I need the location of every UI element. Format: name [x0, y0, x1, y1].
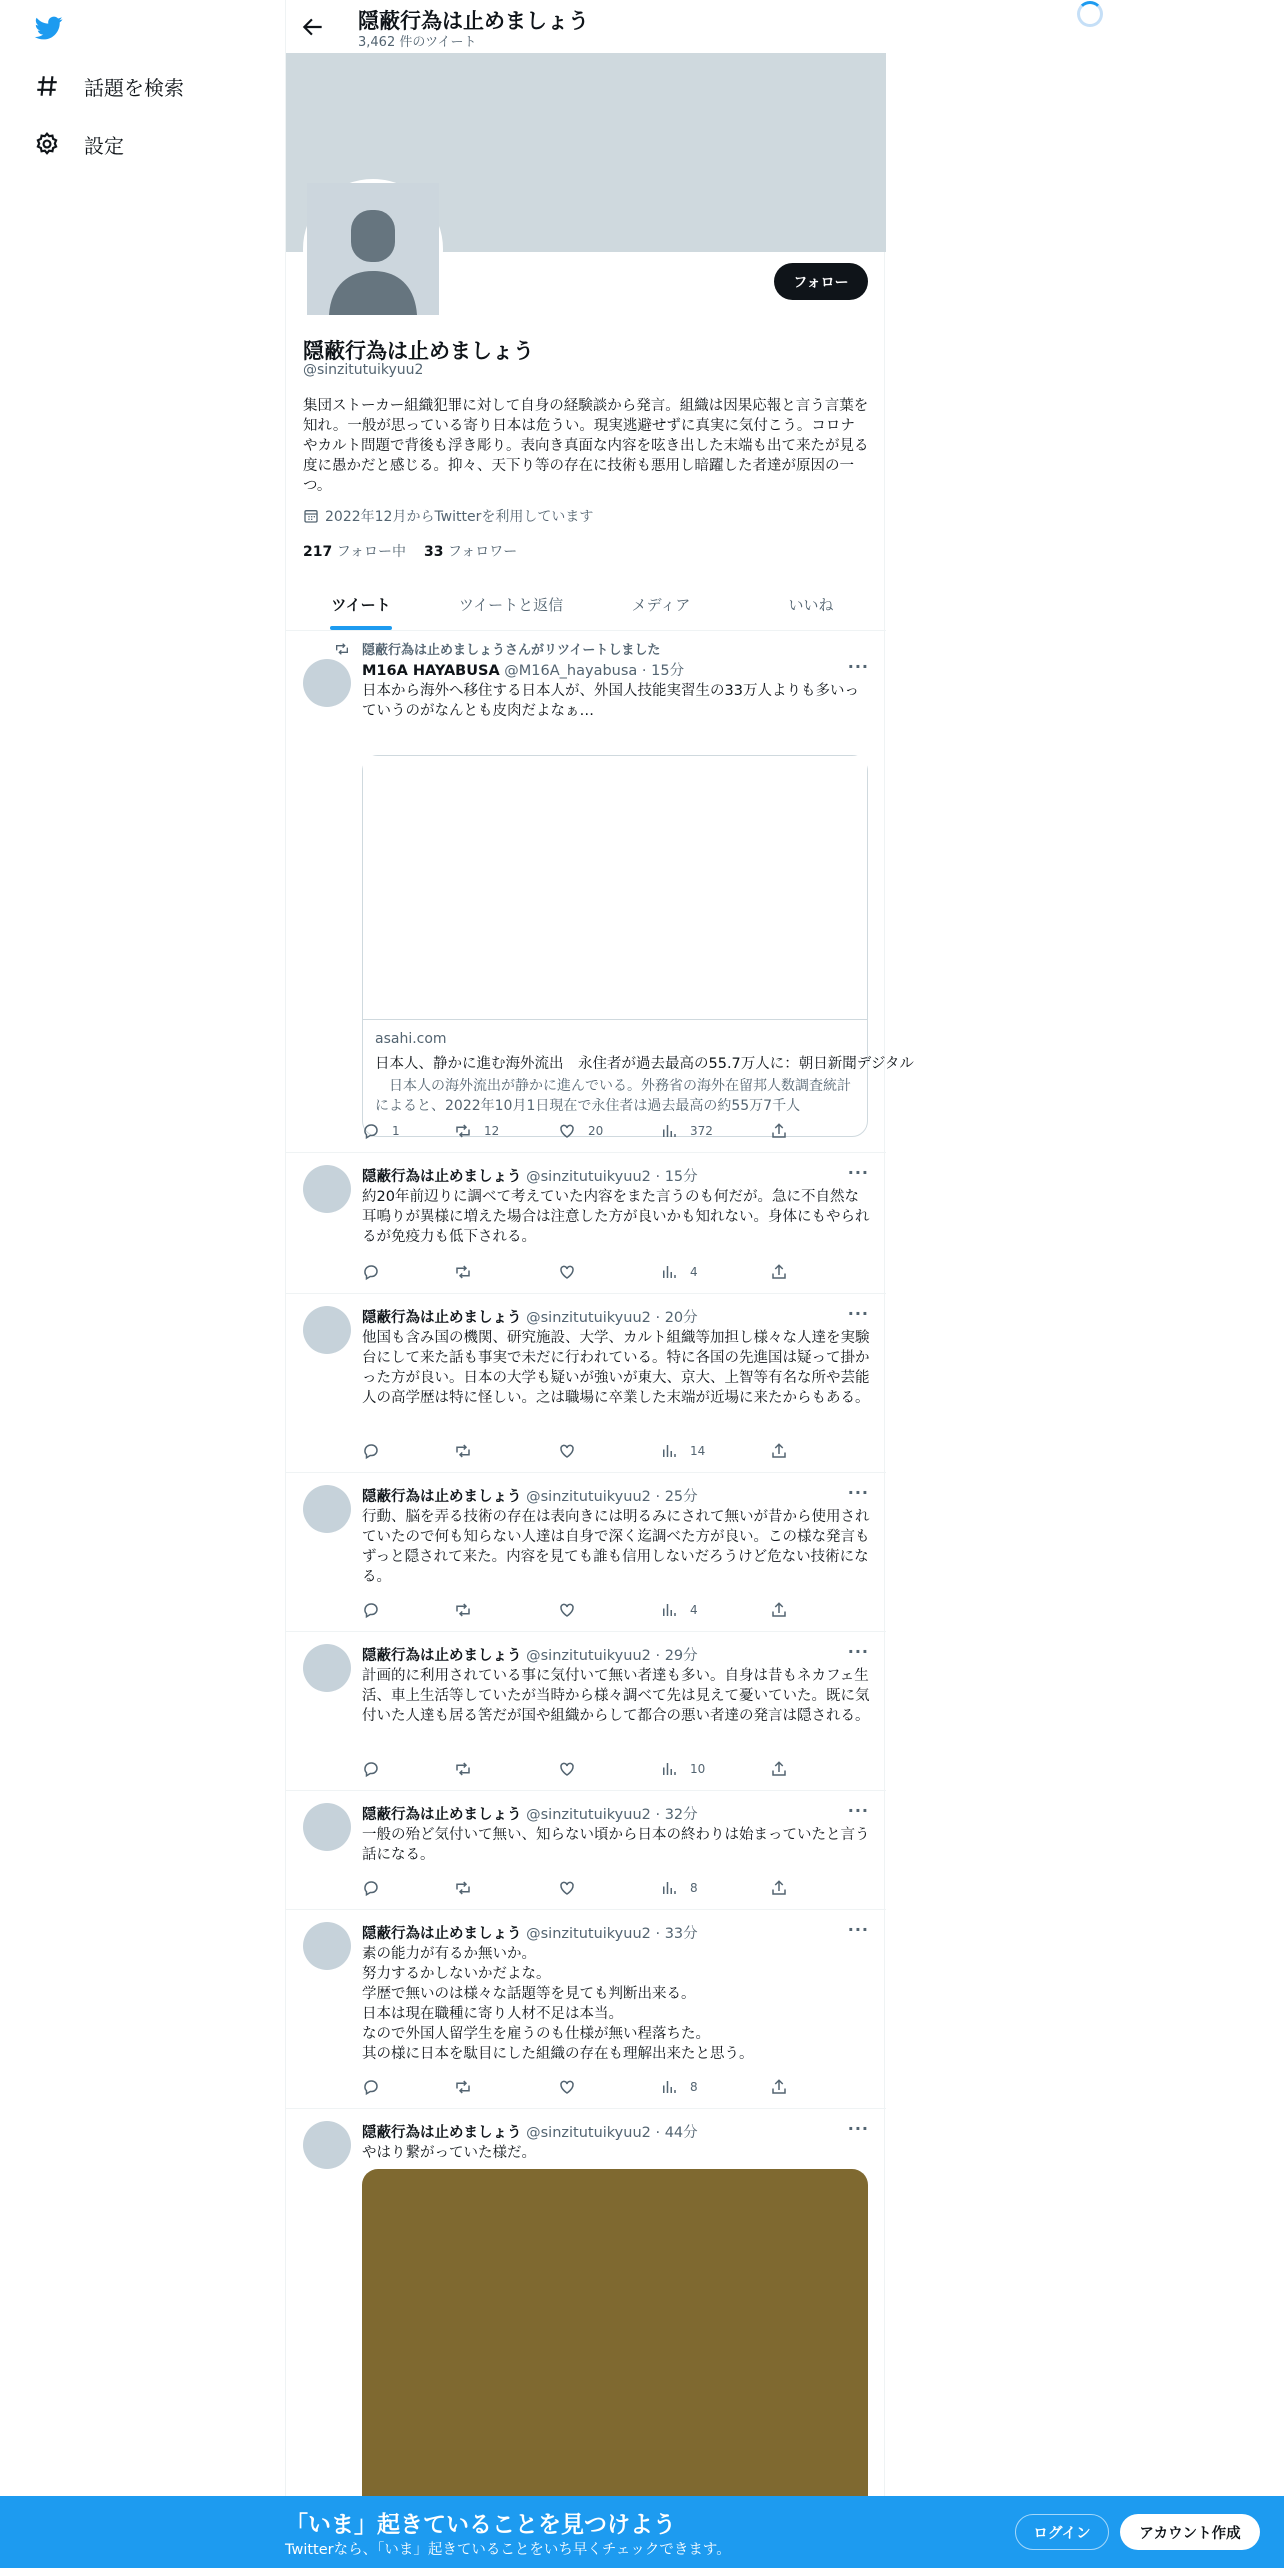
profile-name: 隠蔽行為は止めましょう [303, 339, 534, 363]
tweet-header [362, 1165, 698, 1186]
share-icon [770, 1442, 788, 1460]
share-icon [770, 1601, 788, 1619]
avatar[interactable] [303, 1644, 351, 1692]
author-name[interactable]: 隠蔽行為は止めましょう [362, 1648, 522, 1664]
author-name[interactable]: 隠蔽行為は止めましょう [362, 1169, 522, 1185]
author-name[interactable]: 隠蔽行為は止めましょう [362, 1926, 522, 1942]
avatar[interactable] [303, 1165, 351, 1213]
tweet-text: 計画的に利用されている事に気付いて無い者達も多い。自身は昔もネカフェ生活、車上生活等していたが当時から様々調べて先は見えて憂いていた。既に気付いた人達も居る筈だが国や組織からして都合の悪い者達の発言は隠される。 [362, 1668, 870, 1724]
avatar[interactable] [303, 1306, 351, 1354]
views-button[interactable]: 10 [660, 1760, 705, 1778]
joined-text: 2022年12月からTwitterを利用しています [325, 509, 594, 525]
more-options-icon[interactable]: ··· [847, 1163, 869, 1182]
reply-button[interactable]: 1 [362, 1122, 400, 1140]
tweet[interactable] [286, 631, 914, 1153]
share-icon [770, 1879, 788, 1897]
tweet-header [362, 2121, 698, 2142]
avatar[interactable] [303, 1922, 351, 1970]
profile-avatar[interactable] [303, 179, 443, 319]
retweet-icon [454, 1122, 472, 1140]
avatar[interactable] [303, 2121, 351, 2169]
signup-button[interactable]: アカウント作成 [1120, 2514, 1260, 2550]
tweet-header [362, 1922, 698, 1943]
profile-stats [303, 541, 517, 561]
author-handle[interactable]: @sinzitutuikyuu2 [526, 1648, 651, 1664]
like-button[interactable]: 20 [558, 1122, 603, 1140]
retweet-button[interactable] [454, 1442, 484, 1460]
like-button[interactable] [558, 1601, 588, 1619]
tab-tweets[interactable]: ツイート [286, 578, 436, 630]
heart-icon [558, 1760, 576, 1778]
views-button[interactable]: 8 [660, 1879, 698, 1897]
like-button[interactable] [558, 1442, 588, 1460]
reply-icon [362, 2078, 380, 2096]
retweet-icon [454, 1760, 472, 1778]
analytics-icon [660, 2078, 678, 2096]
nav-item-settings[interactable] [34, 124, 124, 164]
tweet-header [362, 659, 684, 680]
tab-likes[interactable]: いいね [788, 595, 834, 614]
views-button[interactable]: 8 [660, 2078, 698, 2096]
retweet-icon [454, 1879, 472, 1897]
signup-banner-subtitle: Twitterなら、「いま」起きていることをいち早くチェックできます。 [285, 2542, 731, 2558]
hashtag-icon [34, 73, 60, 99]
share-button[interactable] [770, 1122, 800, 1140]
tweet-time[interactable]: · 25分 [655, 1489, 698, 1505]
reply-button[interactable] [362, 1879, 392, 1897]
avatar[interactable] [303, 659, 351, 707]
heart-icon [558, 1879, 576, 1897]
views-button[interactable]: 4 [660, 1601, 698, 1619]
author-handle[interactable]: @sinzitutuikyuu2 [526, 1310, 651, 1326]
like-button[interactable] [558, 2078, 588, 2096]
tweet-text: 一般の殆ど気付いて無い、知らない頃から日本の終わりは始まっていたと言う話になる。 [362, 1827, 870, 1863]
author-handle[interactable]: @sinzitutuikyuu2 [526, 1169, 651, 1185]
link-card[interactable] [362, 755, 914, 1137]
reply-icon [362, 1442, 380, 1460]
tweet[interactable] [286, 2109, 886, 2529]
tweet-media-image[interactable] [362, 2169, 868, 2519]
tweet[interactable] [286, 1791, 886, 1910]
profile-tabs [286, 578, 886, 631]
retweet-icon [454, 1263, 472, 1281]
more-options-icon[interactable]: ··· [847, 1801, 869, 1820]
tweet-text: 約20年前辺りに調べて考えていた内容をまた言うのも何だが。急に不自然な耳鳴りが異様に増えた場合は注意した方が良いかも知れない。身体にもやられるが免疫力も低下される。 [362, 1189, 870, 1245]
analytics-icon [660, 1760, 678, 1778]
reply-button[interactable] [362, 2078, 392, 2096]
retweet-button[interactable] [454, 1879, 484, 1897]
tweet-time[interactable]: · 29分 [655, 1648, 698, 1664]
reply-button[interactable] [362, 1760, 392, 1778]
loading-spinner-icon [1077, 1, 1103, 27]
tweet-actions [362, 2078, 792, 2098]
reply-icon [362, 1760, 380, 1778]
heart-icon [558, 1601, 576, 1619]
share-button[interactable] [770, 1601, 800, 1619]
tweet-actions [362, 1760, 792, 1780]
more-options-icon[interactable]: ··· [847, 1642, 869, 1661]
avatar[interactable] [303, 1485, 351, 1533]
share-button[interactable] [770, 1263, 800, 1281]
card-image [363, 756, 867, 1020]
tweet-time[interactable]: · 32分 [655, 1807, 698, 1823]
tweet-time[interactable]: · 15分 [655, 1169, 698, 1185]
author-handle[interactable]: @sinzitutuikyuu2 [526, 2125, 651, 2141]
tweet-text: 素の能力が有るか無いか。 努力するかしないかだよな。 学歴で無いのは様々な話題等を見ても判断出来る。 日本は現在職種に寄り人材不足は本当。 なので外国人留学生を雇うのも仕様が無い程落ちた。 其の様に日本を駄目にした組織の存在も理解出来たと思う。 [362, 1946, 754, 2062]
reply-icon [362, 1122, 380, 1140]
more-options-icon[interactable]: ··· [847, 2119, 869, 2138]
share-icon [770, 1263, 788, 1281]
author-name[interactable]: 隠蔽行為は止めましょう [362, 1489, 522, 1505]
retweet-context: 隠蔽行為は止めましょうさんがリツイートしました [334, 639, 660, 658]
share-button[interactable] [770, 1760, 800, 1778]
author-name[interactable]: 隠蔽行為は止めましょう [362, 1807, 522, 1823]
heart-icon [558, 1442, 576, 1460]
author-handle[interactable]: @sinzitutuikyuu2 [526, 1807, 651, 1823]
tweet-header [362, 1644, 698, 1665]
following-link[interactable]: 217 フォロー中 [303, 544, 406, 560]
tweet[interactable] [286, 1632, 886, 1791]
tweet-text: 行動、脳を弄る技術の存在は表向きには明るみにされて無いが昔から使用されていたので何も知らない人達は自身で深く迄調べた方が良い。この様な発言もずっと隠されて来た。内容を見ても誰も信用しないだろうけど危ない技術になる。 [362, 1509, 870, 1585]
nav-item-label: 話題を検索 [84, 75, 184, 100]
heart-icon [558, 2078, 576, 2096]
tweet-actions [362, 1122, 792, 1142]
analytics-icon [660, 1122, 678, 1140]
reply-button[interactable] [362, 1442, 392, 1460]
tab-tweets-and-replies[interactable]: ツイートと返信 [458, 595, 564, 614]
tweet-header [362, 1803, 698, 1824]
like-button[interactable] [558, 1263, 588, 1281]
card-domain: asahi.com [375, 1031, 447, 1047]
share-icon [770, 1760, 788, 1778]
reply-button[interactable] [362, 1263, 392, 1281]
retweet-icon [454, 2078, 472, 2096]
tweet-time[interactable]: · 20分 [655, 1310, 698, 1326]
tweet-text: 日本から海外へ移住する日本人が、外国人技能実習生の33万人よりも多いっていうのがなんとも皮肉だよなぁ… [362, 683, 859, 719]
tweet-text: 他国も含み国の機関、研究施設、大学、カルト組織等加担し様々な人達を実験台にして来た話も事実で未だに行われている。特に各国の先進国は疑って掛かった方が良い。日本の大学も疑いが強いが東大、京大、上智等有名な所や芸能人の高学歴は特に怪しい。之は職場に卒業した末端が近場に来たからもある。 [362, 1330, 870, 1406]
more-options-icon[interactable]: ··· [847, 1920, 869, 1939]
author-handle[interactable]: @sinzitutuikyuu2 [526, 1926, 651, 1942]
heart-icon [558, 1122, 576, 1140]
tweet-time[interactable]: · 33分 [655, 1926, 698, 1942]
main-column [285, 0, 914, 2568]
share-button[interactable] [770, 1879, 800, 1897]
analytics-icon [660, 1442, 678, 1460]
profile-joined [303, 506, 593, 526]
like-button[interactable] [558, 1879, 588, 1897]
profile-handle: @sinzitutuikyuu2 [303, 362, 424, 378]
profile-header-bar [286, 0, 886, 53]
share-icon [770, 2078, 788, 2096]
nav-item-explore[interactable] [34, 66, 184, 106]
tweet-time[interactable]: · 15分 [641, 663, 685, 679]
tweet-count: 3,462 件のツイート [358, 35, 477, 50]
profile-bio: 集団ストーカー組織犯罪に対して自身の経験談から発言。組織は因果応報と言う言葉を知れ。一般が思っている寄り日本は危うい。現実逃避せずに真実に気付こう。コロナやカルト問題で背後も浮き彫り。表向き真面な内容を呟き出した末端も出て来たが見る度に愚かだと感じる。抑々、天下り等の存在に技術も悪用し暗躍した者達が原因の一つ。 [303, 398, 869, 494]
nav-item-label: 設定 [84, 133, 124, 158]
page-title: 隠蔽行為は止めましょう [358, 9, 589, 33]
views-button[interactable]: 14 [660, 1442, 705, 1460]
retweet-button[interactable] [454, 1263, 484, 1281]
author-name[interactable]: 隠蔽行為は止めましょう [362, 1310, 522, 1326]
tweet-actions [362, 1601, 792, 1621]
card-title: 日本人、静かに進む海外流出 永住者が過去最高の55.7万人に：朝日新聞デジタル [375, 1056, 914, 1072]
signup-banner-title: 「いま」起きていることを見つけよう [285, 2512, 676, 2538]
login-button[interactable]: ログイン [1015, 2514, 1109, 2550]
analytics-icon [660, 1601, 678, 1619]
tweet-time[interactable]: · 44分 [655, 2125, 698, 2141]
author-handle[interactable]: @M16A_hayabusa [504, 663, 638, 679]
analytics-icon [660, 1263, 678, 1281]
retweet-button[interactable] [454, 1760, 484, 1778]
retweet-icon [454, 1442, 472, 1460]
default-avatar-icon [307, 183, 439, 315]
author-handle[interactable]: @sinzitutuikyuu2 [526, 1489, 651, 1505]
back-arrow-icon[interactable] [300, 14, 326, 40]
signup-banner [0, 2496, 1284, 2568]
tweet[interactable] [286, 1153, 886, 1294]
more-options-icon[interactable]: ··· [847, 1304, 869, 1323]
author-name[interactable]: 隠蔽行為は止めましょう [362, 2125, 522, 2141]
retweet-icon [334, 641, 350, 657]
share-button[interactable] [770, 1442, 800, 1460]
analytics-icon [660, 1879, 678, 1897]
author-name[interactable]: M16A HAYABUSA [362, 663, 500, 679]
share-button[interactable] [770, 2078, 800, 2096]
retweet-icon [454, 1601, 472, 1619]
tweet-text: やはり繋がっていた様だ。 [362, 2145, 536, 2161]
tab-media[interactable]: メディア [631, 595, 691, 614]
retweet-button[interactable] [454, 2078, 484, 2096]
tweet[interactable] [286, 1294, 886, 1473]
retweet-button[interactable]: 12 [454, 1122, 499, 1140]
tweet-header [362, 1485, 698, 1506]
card-description: 日本人の海外流出が静かに進んでいる。外務省の海外在留邦人数調査統計によると、2022年10月1日現在で永住者は過去最高の約55万7千人 [375, 1078, 851, 1114]
tweet-actions [362, 1442, 792, 1462]
reply-icon [362, 1879, 380, 1897]
gear-icon [34, 131, 60, 157]
tweet[interactable] [286, 1910, 886, 2109]
reply-icon [362, 1601, 380, 1619]
share-icon [770, 1122, 788, 1140]
reply-button[interactable] [362, 1601, 392, 1619]
more-options-icon[interactable]: ··· [847, 1483, 869, 1502]
views-button[interactable]: 4 [660, 1263, 698, 1281]
heart-icon [558, 1263, 576, 1281]
like-button[interactable] [558, 1760, 588, 1778]
followers-link[interactable]: 33 フォロワー [424, 544, 518, 560]
tweet-actions [362, 1879, 792, 1899]
tweet-header [362, 1306, 698, 1327]
avatar[interactable] [303, 1803, 351, 1851]
more-options-icon[interactable]: ··· [847, 657, 869, 676]
tweet-actions [362, 1263, 792, 1283]
tweet[interactable] [286, 1473, 886, 1632]
twitter-logo-icon[interactable] [32, 14, 66, 42]
retweet-button[interactable] [454, 1601, 484, 1619]
views-button[interactable]: 372 [660, 1122, 713, 1140]
follow-button[interactable]: フォロー [774, 263, 868, 300]
reply-icon [362, 1263, 380, 1281]
calendar-icon [303, 508, 319, 524]
